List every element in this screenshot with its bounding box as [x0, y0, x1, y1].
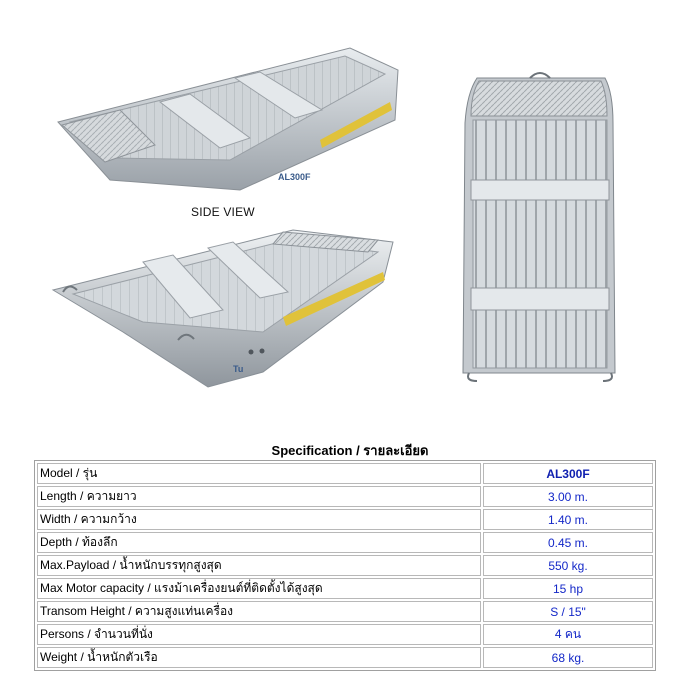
spec-label: Max Motor capacity / แรงม้าเครื่องยนต์ที่ติดตั้งได้สูงสุด [37, 578, 481, 599]
table-row [37, 532, 653, 553]
side-view-caption: SIDE VIEW [191, 205, 255, 219]
spec-value: 0.45 m. [483, 532, 653, 553]
svg-text:Tu: Tu [233, 364, 244, 374]
spec-value: 68 kg. [483, 647, 653, 668]
spec-value: 1.40 m. [483, 509, 653, 530]
spec-label: Persons / จำนวนที่นั่ง [37, 624, 481, 645]
boat-photo-side [48, 222, 400, 390]
spec-label: Weight / น้ำหนักตัวเรือ [37, 647, 481, 668]
table-row [37, 647, 653, 668]
spec-label: Length / ความยาว [37, 486, 481, 507]
table-row [37, 509, 653, 530]
boat-photo-top [455, 68, 625, 383]
spec-label: Transom Height / ความสูงแท่นเครื่อง [37, 601, 481, 622]
spec-title: Specification / รายละเอียด [271, 443, 429, 458]
boat-photo-angled [50, 30, 400, 195]
table-row [37, 601, 653, 622]
table-row [37, 555, 653, 576]
spec-value: S / 15" [483, 601, 653, 622]
spec-table [34, 460, 656, 671]
spec-value: 4 คน [483, 624, 653, 645]
spec-label: Max.Payload / น้ำหนักบรรทุกสูงสุด [37, 555, 481, 576]
table-row [37, 463, 653, 484]
spec-label: Width / ความกว้าง [37, 509, 481, 530]
table-row [37, 486, 653, 507]
spec-value: AL300F [483, 463, 653, 484]
spec-label: Model / รุ่น [37, 463, 481, 484]
table-row [37, 624, 653, 645]
spec-value: 550 kg. [483, 555, 653, 576]
spec-label: Depth / ท้องลึก [37, 532, 481, 553]
svg-text:AL300F: AL300F [278, 172, 311, 182]
spec-value: 15 hp [483, 578, 653, 599]
table-row [37, 578, 653, 599]
spec-value: 3.00 m. [483, 486, 653, 507]
